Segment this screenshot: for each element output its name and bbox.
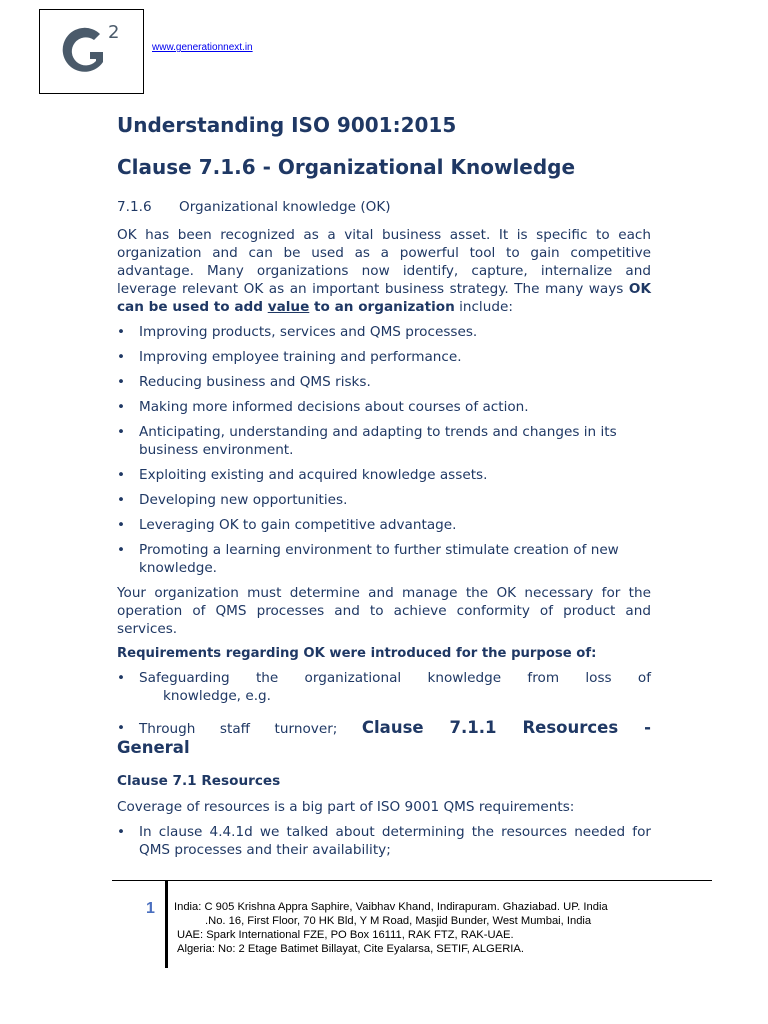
footer-address-mumbai: .No. 16, First Floor, 70 HK Bld, Y M Road, Masjid Bunder, West Mumbai, India (205, 915, 592, 927)
logo-box (39, 9, 144, 94)
safeguard-line-1: • Safeguarding the organizational knowledge from loss of (139, 670, 651, 686)
through-item (117, 719, 651, 738)
list-item: • Leveraging OK to gain competitive advantage. (117, 516, 651, 534)
section-heading (117, 198, 651, 216)
clause-inline: Clause 7.1.1 Resources - (361, 718, 652, 737)
list-item: • In clause 4.4.1d we talked about determining the resources needed for QMS processes and their availability; (117, 823, 651, 859)
list-item: • Reducing business and QMS risks. (117, 373, 651, 391)
intro-text: OK has been recognized as a vital business asset. It is specific to each organization and can be used as a powerful tool to gain competitive advantage. Many organizations now identify, capture, internalize and leverage relevant OK as an important business strategy. The many ways (117, 227, 651, 297)
list-item: • Anticipating, understanding and adapting to trends and changes in its business environment. (117, 423, 651, 459)
page-subtitle: Clause 7.1.6 - Organizational Knowledge (117, 155, 576, 179)
g2-logo-icon (56, 18, 128, 86)
list-item: • Improving employee training and performance. (117, 348, 651, 366)
intro-bold-underlined: value (267, 299, 310, 315)
footer-divider (112, 880, 712, 881)
resources-paragraph: Coverage of resources is a big part of ISO 9001 QMS requirements: (117, 799, 575, 815)
safeguard-line-2: knowledge, e.g. (163, 688, 271, 704)
footer-address-algeria: Algeria: No: 2 Etage Batimet Billayat, Cite Eyalarsa, SETIF, ALGERIA. (177, 943, 524, 955)
intro-bold-a: OK can be used to add (117, 281, 651, 315)
document-body (117, 198, 651, 866)
clause-tail: General (117, 738, 190, 757)
intro-paragraph (117, 226, 651, 316)
resources-heading: Clause 7.1 Resources (117, 773, 281, 789)
ok-benefits-list (117, 323, 651, 577)
page-number: 1 (146, 900, 155, 917)
list-item: • Making more informed decisions about courses of action. (117, 398, 651, 416)
requirements-heading: Requirements regarding OK were introduced for the purpose of: (117, 646, 597, 661)
footer-address-india: India: C 905 Krishna Appra Saphire, Vaibhav Khand, Indirapuram. Ghaziabad. UP. India (174, 901, 608, 913)
through-text: Through staff turnover; (139, 721, 338, 737)
list-item: • Promoting a learning environment to further stimulate creation of new knowledge. (117, 541, 651, 577)
section-title: Organizational knowledge (OK) (179, 199, 391, 215)
list-item: • Exploiting existing and acquired knowledge assets. (117, 466, 651, 484)
intro-tail: include: (454, 299, 513, 315)
list-item: • Improving products, services and QMS processes. (117, 323, 651, 341)
footer-vertical-rule (165, 880, 168, 968)
logo-superscript: 2 (108, 22, 120, 43)
website-link[interactable]: www.generationnext.in (152, 42, 253, 53)
intro-bold-b: to an organization (309, 299, 455, 315)
page-title: Understanding ISO 9001:2015 (117, 113, 457, 137)
determine-paragraph: Your organization must determine and manage the OK necessary for the operation of QMS processes and to achieve conformity of product and services. (117, 585, 651, 637)
section-number: 7.1.6 (117, 199, 152, 215)
resources-list (117, 823, 651, 859)
footer-address-uae: UAE: Spark International FZE, PO Box 16111, RAK FTZ, RAK-UAE. (177, 929, 514, 941)
list-item: • Developing new opportunities. (117, 491, 651, 509)
safeguard-item (117, 669, 651, 705)
